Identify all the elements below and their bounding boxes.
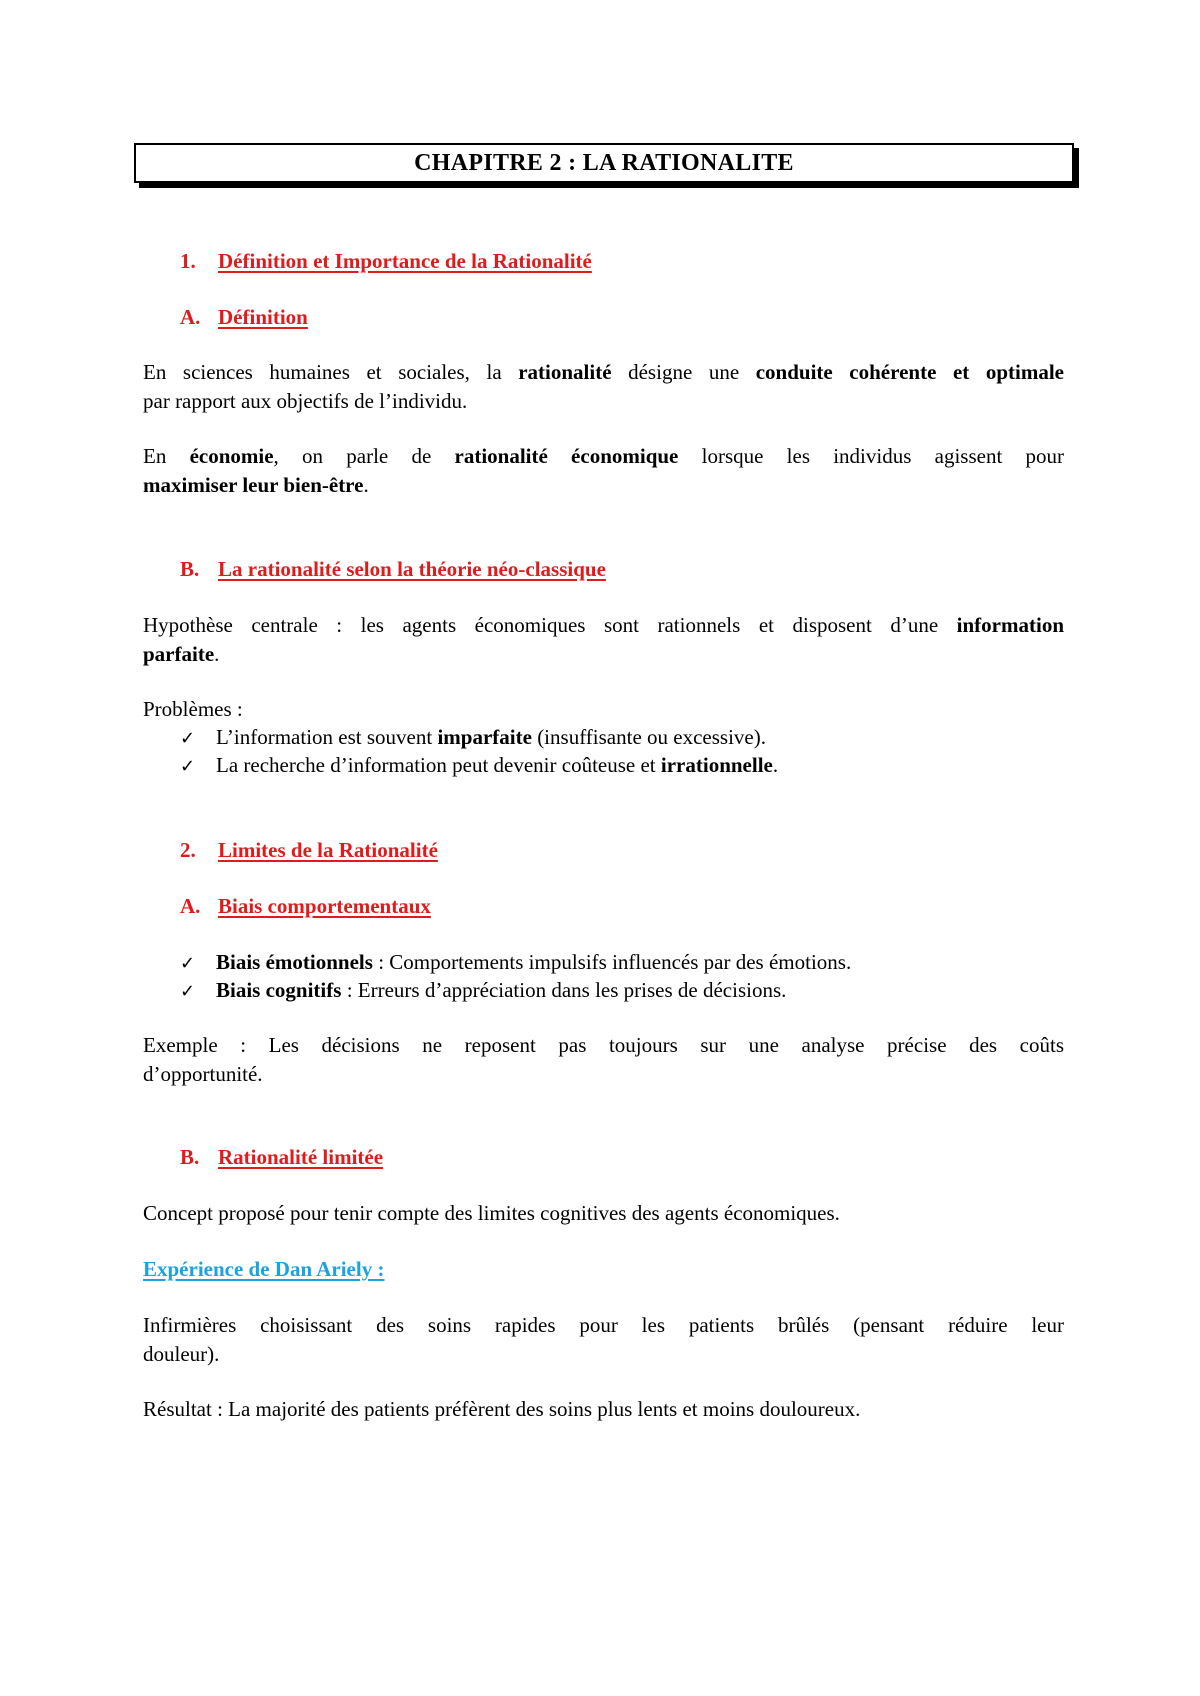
result-paragraph: Résultat : La majorité des patients préfèrent des soins plus lents et moins douloureux.	[143, 1397, 861, 1421]
section-2b-heading	[180, 1143, 383, 1172]
section-1-heading	[180, 247, 592, 276]
section-1-number: 1.	[180, 249, 196, 273]
chapter-title: CHAPITRE 2 : LA RATIONALITE	[134, 143, 1074, 183]
section-2-number: 2.	[180, 838, 196, 862]
section-2a-title: Biais comportementaux	[218, 894, 431, 918]
section-2a-heading	[180, 892, 431, 921]
example-paragraph: Exemple : Les décisions ne reposent pas toujours sur une analyse précise des coûts d’opportunité.	[143, 1033, 1064, 1086]
check-icon: ✓	[180, 756, 196, 777]
section-1b-title: La rationalité selon la théorie néo-classique	[218, 557, 606, 581]
bias-item-2: ✓ Biais cognitifs : Erreurs d’appréciation dans les prises de décisions.	[180, 976, 786, 1006]
check-icon: ✓	[180, 981, 196, 1002]
section-1a-heading	[180, 303, 308, 332]
section-2-title: Limites de la Rationalité	[218, 838, 438, 862]
problem-item-1: ✓ L’information est souvent imparfaite (insuffisante ou excessive).	[180, 723, 766, 753]
hypothesis-paragraph: Hypothèse centrale : les agents économiques sont rationnels et disposent d’une information parfaite.	[143, 613, 1064, 666]
section-2a-letter: A.	[180, 894, 201, 918]
section-1-title: Définition et Importance de la Rationalité	[218, 249, 592, 273]
section-2b-title: Rationalité limitée	[218, 1145, 384, 1169]
bias-item-1: ✓ Biais émotionnels : Comportements impulsifs influencés par des émotions.	[180, 948, 851, 978]
section-2b-letter: B.	[180, 1145, 200, 1169]
section-1b-letter: B.	[180, 557, 200, 581]
nurses-paragraph: Infirmières choisissant des soins rapides pour les patients brûlés (pensant réduire leur douleur).	[143, 1313, 1064, 1366]
economy-paragraph: En économie, on parle de rationalité économique lorsque les individus agissent pour maximiser leur bien-être.	[143, 444, 1065, 497]
problems-label: Problèmes :	[143, 697, 243, 721]
check-icon: ✓	[180, 953, 196, 974]
experience-title: Expérience de Dan Ariely :	[143, 1257, 385, 1281]
definition-paragraph: En sciences humaines et sociales, la rationalité désigne une conduite cohérente et optimale par rapport aux objectifs de l’individu.	[143, 360, 1064, 413]
section-1a-letter: A.	[180, 305, 201, 329]
section-1b-heading	[180, 555, 606, 584]
concept-paragraph: Concept proposé pour tenir compte des limites cognitives des agents économiques.	[143, 1201, 840, 1225]
problem-item-2: ✓ La recherche d’information peut devenir coûteuse et irrationnelle.	[180, 751, 778, 781]
section-2-heading	[180, 836, 438, 865]
check-icon: ✓	[180, 728, 196, 749]
section-1a-title: Définition	[218, 305, 308, 329]
